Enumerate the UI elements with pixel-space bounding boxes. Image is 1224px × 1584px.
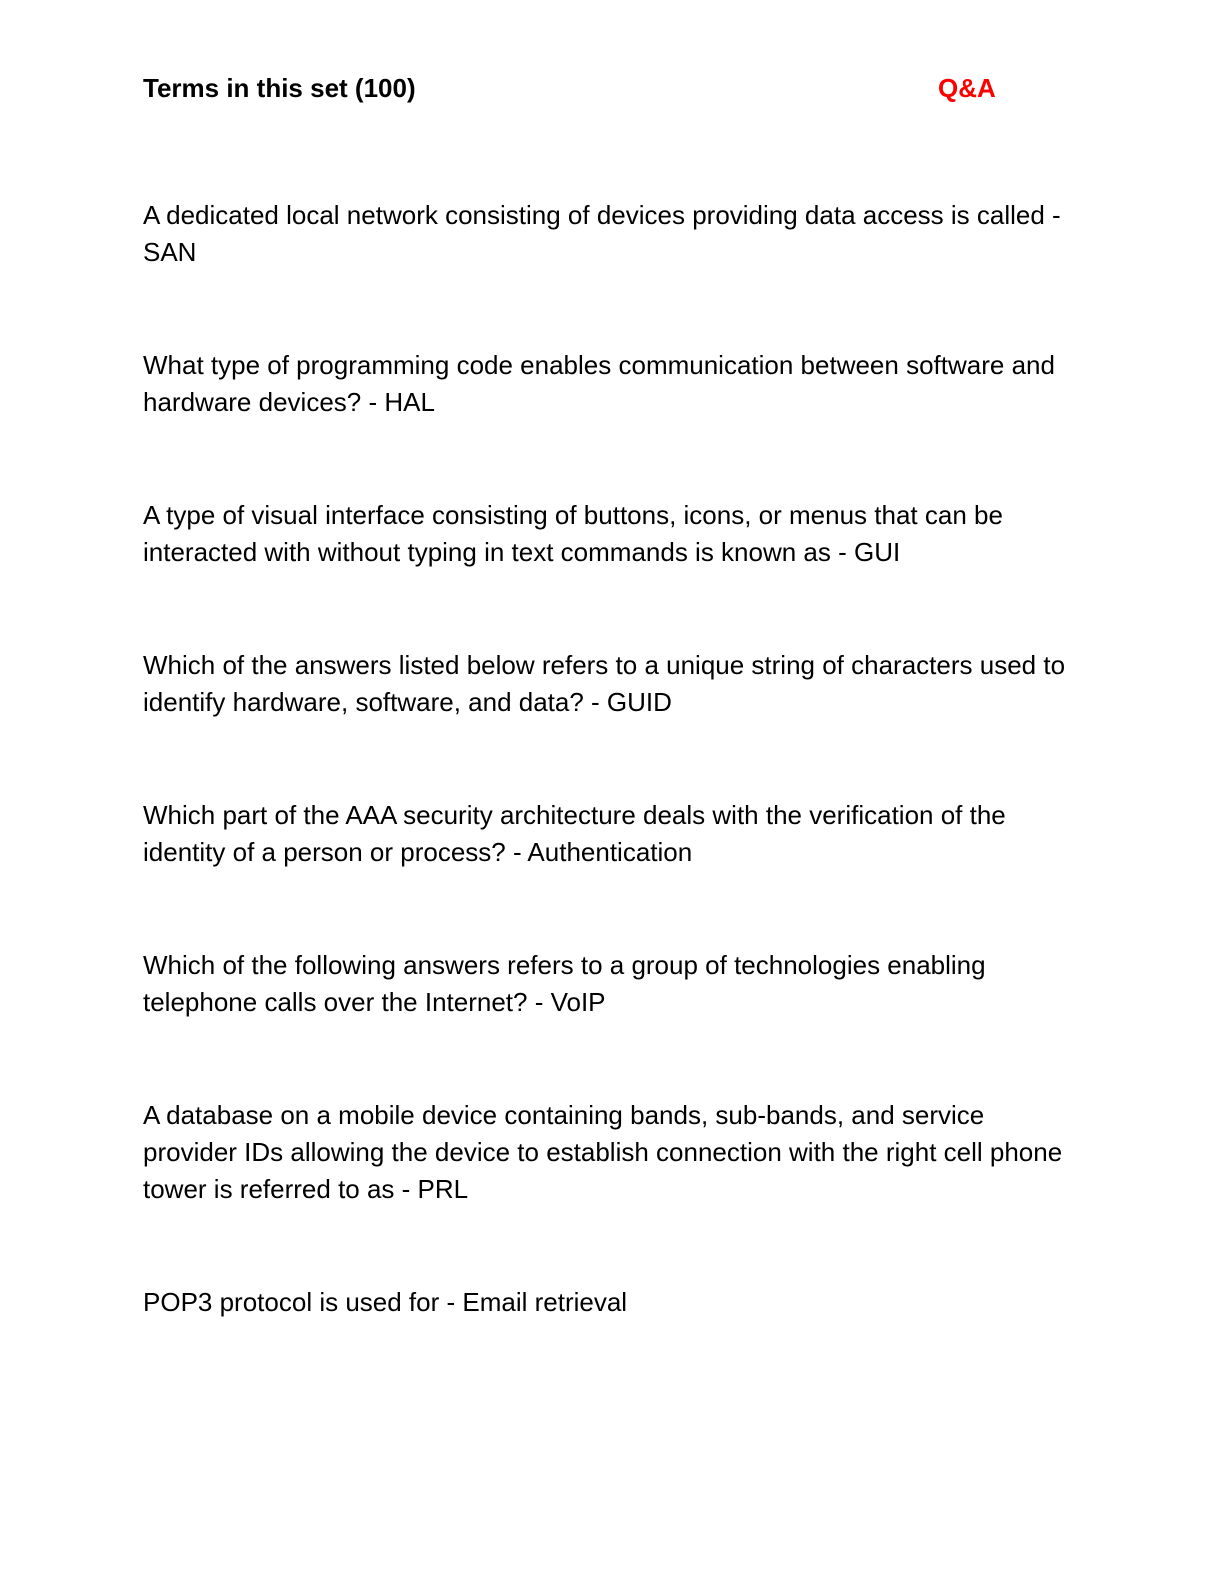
qa-item: Which of the following answers refers to a group of technologies enabling telephone calls over the Internet? - VoIP [143,950,986,1017]
qa-tag: Q&A [938,73,996,103]
qa-item: A database on a mobile device containing bands, sub-bands, and service provider IDs allowing the device to establish connection with the right cell phone tower is referred to as - PRL [143,1100,1063,1204]
set-title: Terms in this set (100) [143,73,416,103]
qa-item: A dedicated local network consisting of devices providing data access is called - SAN [143,200,1061,267]
qa-list [143,197,1083,1397]
qa-item: A type of visual interface consisting of buttons, icons, or menus that can be interacted with without typing in text commands is known as - GUI [143,500,1003,567]
qa-item: Which part of the AAA security architecture deals with the verification of the identity of a person or process? - Authentication [143,800,1006,867]
qa-item: What type of programming code enables communication between software and hardware devices? - HAL [143,350,1055,417]
qa-item: Which of the answers listed below refers to a unique string of characters used to identify hardware, software, and data? - GUID [143,650,1066,717]
qa-item: POP3 protocol is used for - Email retrieval [143,1287,628,1317]
